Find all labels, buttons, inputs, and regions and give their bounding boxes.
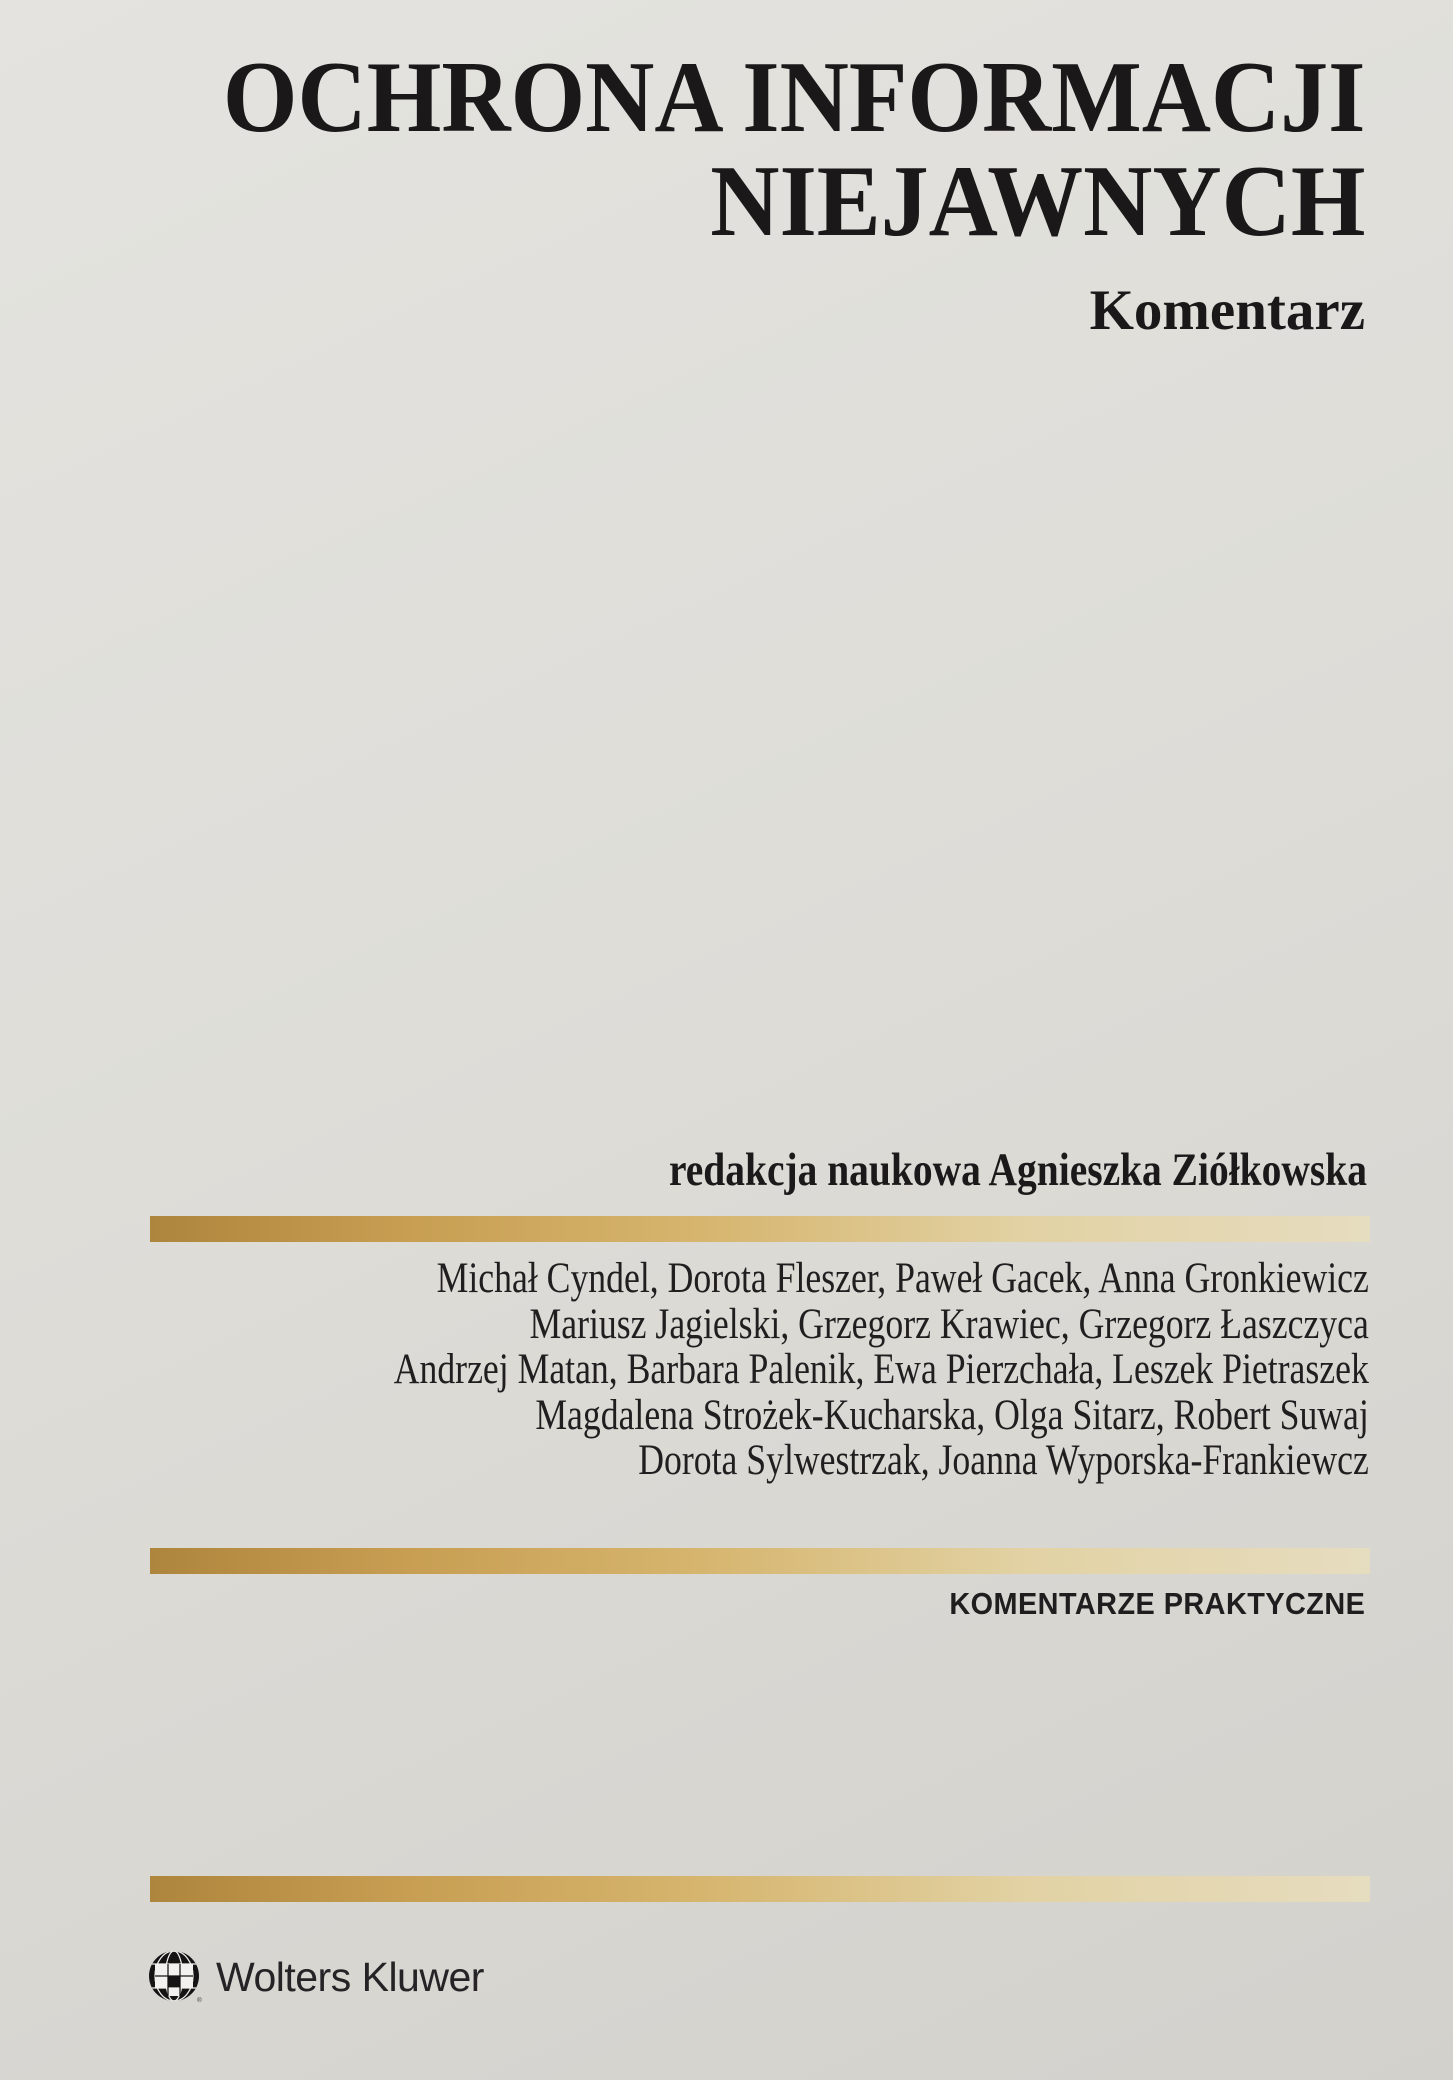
book-title-line-2: NIEJAWNYCH (709, 145, 1365, 258)
authors-line: Dorota Sylwestrzak, Joanna Wyporska-Frankiewcz (638, 1437, 1369, 1484)
series-label: KOMENTARZE PRAKTYCZNE (948, 1586, 1365, 1621)
scientific-editor-line: redakcja naukowa Agnieszka Ziółkowska (668, 1144, 1367, 1196)
authors-line: Magdalena Strożek-Kucharska, Olga Sitarz, Robert Suwaj (535, 1391, 1369, 1439)
book-title (150, 41, 1365, 258)
authors-list (194, 1256, 1369, 1484)
book-subtitle: Komentarz (1089, 279, 1365, 342)
gold-divider-bottom (150, 1876, 1370, 1902)
publisher-name: Wolters Kluwer (216, 1953, 484, 2000)
gold-divider-top (150, 1216, 1370, 1242)
authors-line: Mariusz Jagielski, Grzegorz Krawiec, Grzegorz Łaszczyca (529, 1300, 1369, 1348)
gold-divider-middle (150, 1548, 1370, 1574)
wolters-kluwer-globe-icon (148, 1950, 202, 2004)
authors-line: Andrzej Matan, Barbara Palenik, Ewa Pierzchała, Leszek Pietraszek (393, 1346, 1369, 1393)
authors-line: Michał Cyndel, Dorota Fleszer, Paweł Gacek, Anna Gronkiewicz (436, 1255, 1369, 1302)
publisher-logo (148, 1950, 484, 2004)
book-title-line-1: OCHRONA INFORMACJI (222, 41, 1365, 154)
svg-text:®: ® (197, 1997, 202, 2004)
